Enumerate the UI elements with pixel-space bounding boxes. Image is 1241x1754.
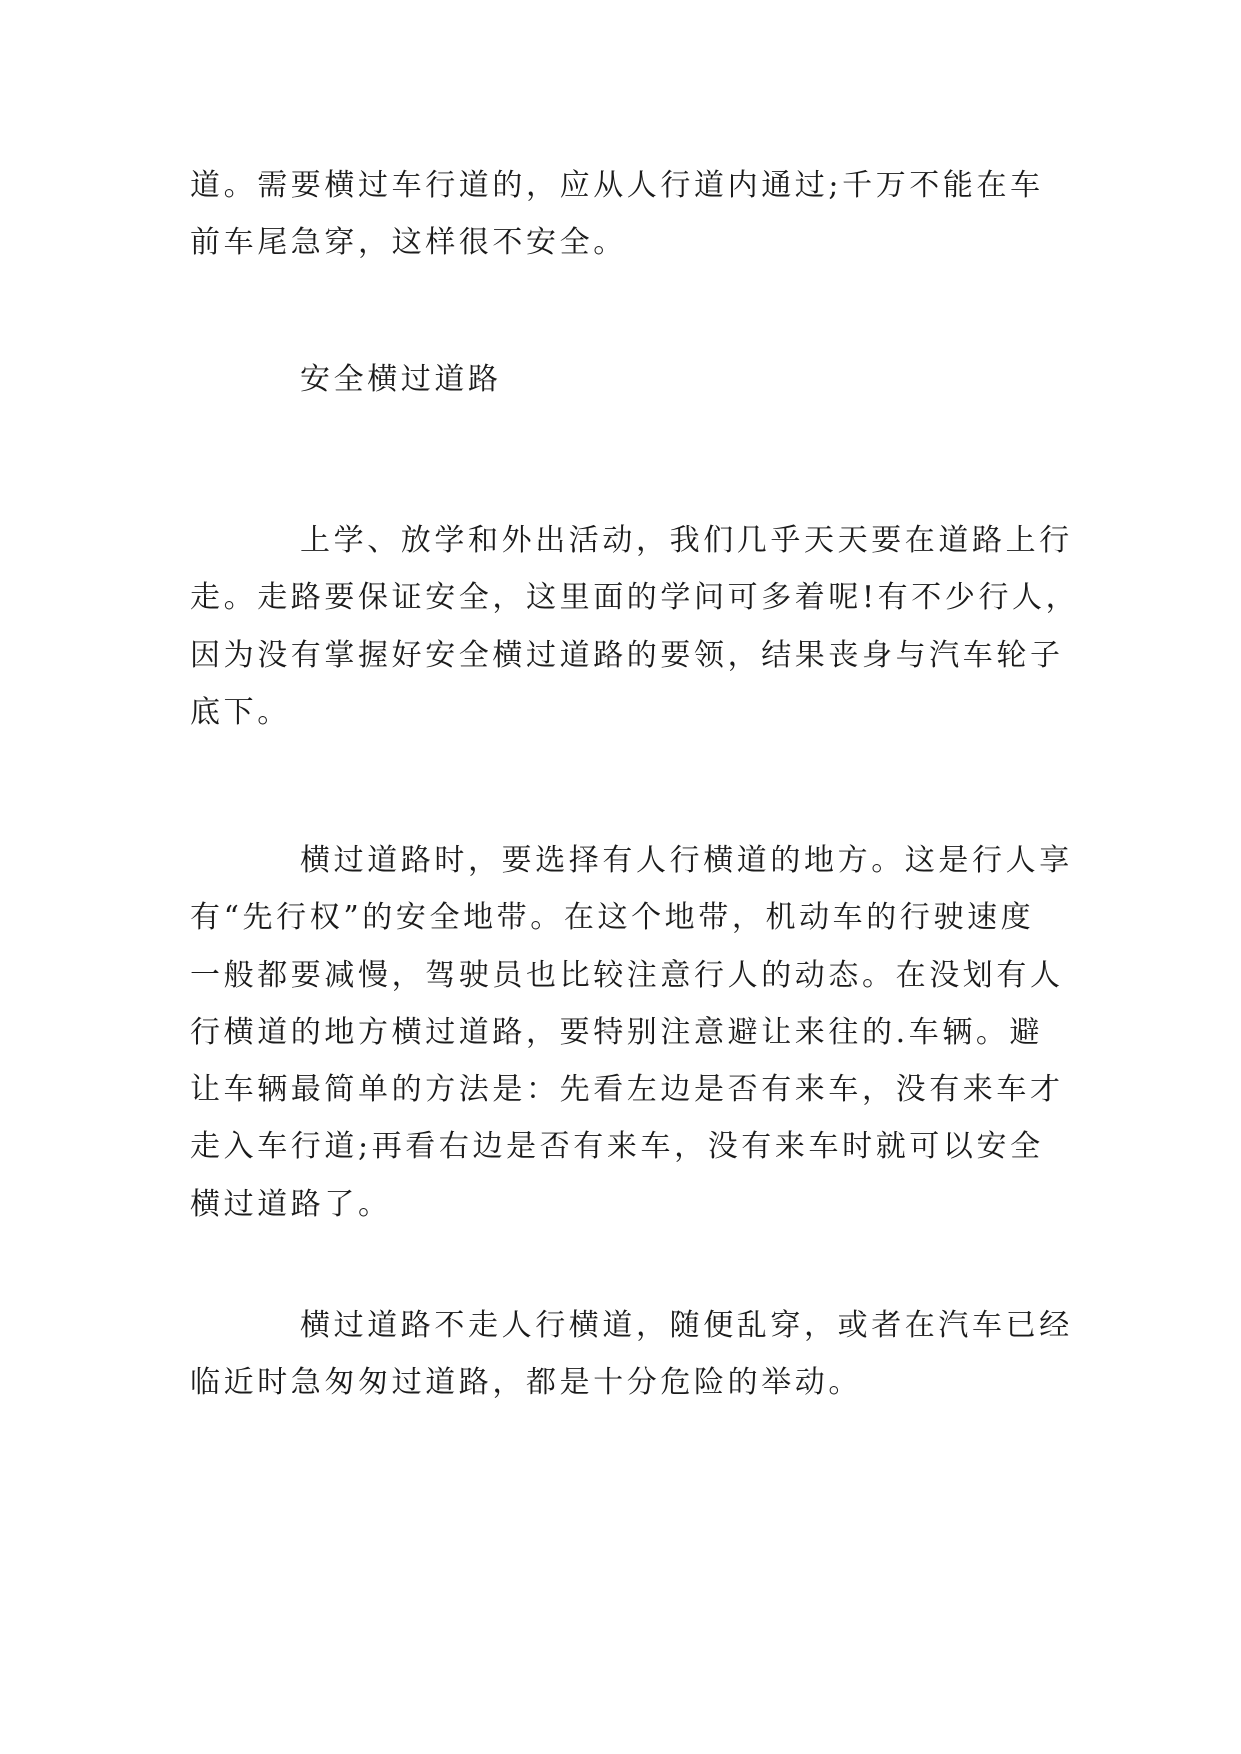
paragraph-line: 横过道路了。: [190, 1186, 392, 1222]
paragraph-3: [190, 832, 1073, 1233]
paragraph-line: 临近时急匆匆过道路，都是十分危险的举动。: [190, 1365, 862, 1401]
paragraph-line: 走入车行道;再看右边是否有来车，没有来车时就可以安全: [190, 1129, 1044, 1165]
paragraph-line: 走。走路要保证安全，这里面的学问可多着呢!有不少行人，: [190, 580, 1080, 616]
paragraph-line: 有“先行权”的安全地带。在这个地带，机动车的行驶速度: [190, 900, 1035, 936]
paragraph-line: 底下。: [190, 694, 291, 730]
paragraph-line: 因为没有掌握好安全横过道路的要领，结果丧身与汽车轮子: [190, 637, 1064, 673]
paragraph-4: [190, 1297, 1073, 1412]
paragraph-line: 横过道路不走人行横道，随便乱穿，或者在汽车已经: [300, 1308, 1073, 1343]
paragraph-1: [190, 157, 1070, 272]
paragraph-line: 上学、放学和外出活动，我们几乎天天要在道路上行: [300, 523, 1073, 558]
paragraph-line: 横过道路时，要选择有人行横道的地方。这是行人享: [300, 843, 1073, 878]
paragraph-2: [190, 512, 1080, 741]
paragraph-line: 前车尾急穿，这样很不安全。: [190, 225, 627, 261]
section-heading: 安全横过道路: [300, 362, 502, 397]
paragraph-line: 一般都要减慢，驾驶员也比较注意行人的动态。在没划有人: [190, 957, 1064, 993]
paragraph-line: 道。需要横过车行道的，应从人行道内通过;千万不能在车: [190, 168, 1044, 203]
paragraph-line: 让车辆最简单的方法是：先看左边是否有来车，没有来车才: [190, 1072, 1064, 1108]
paragraph-line: 行横道的地方横过道路，要特别注意避让来往的.车辆。避: [190, 1014, 1044, 1050]
